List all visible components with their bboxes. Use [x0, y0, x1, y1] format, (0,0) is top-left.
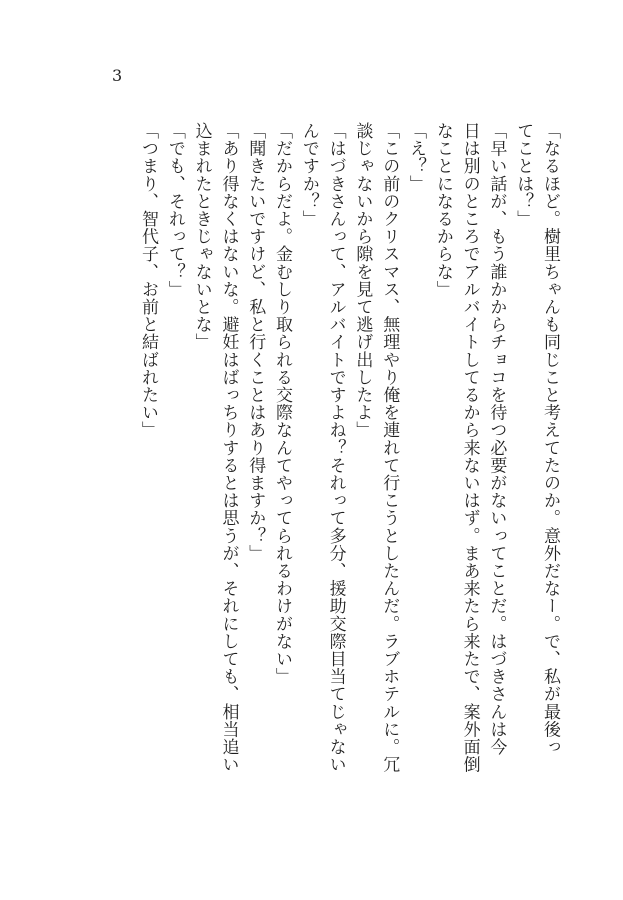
text-line: 日は別のところでアルバイトしてるから来ないはず。まあ来たら来たで、案外面倒 — [459, 122, 480, 774]
text-line: 「つまり、智代子、お前と結ばれたい」 — [138, 122, 159, 439]
page-number: 3 — [112, 66, 123, 85]
vertical-text-body — [134, 122, 563, 774]
text-line: てことは？」 — [513, 122, 534, 228]
text-line: 「なるほど。樹里ちゃんも同じこと考えてたのか。意外だなー。で、私が最後っ — [540, 122, 560, 756]
text-line: 込まれたときじゃないとな」 — [191, 122, 212, 351]
text-line: 「はづきさんって、アルバイトですよね？それって多分、援助交際目当てじゃない — [325, 122, 346, 774]
text-line: なことになるからな」 — [432, 122, 453, 298]
text-line: んですか？」 — [298, 122, 319, 228]
text-line: 「だからだよ。金むしり取られる交際なんてやってられるわけがない」 — [272, 122, 293, 686]
text-line: 談じゃないから隙を見て逃げ出したよ」 — [352, 122, 373, 439]
text-line: 「この前のクリスマス、無理やり俺を連れて行こうとしたんだ。ラブホテルに。冗 — [379, 122, 400, 774]
text-line: 「え？」 — [406, 122, 427, 193]
text-line: 「早い話が、もう誰かからチョコを待つ必要がないってことだ。はづきさんは今 — [486, 122, 507, 756]
text-line: 「あり得なくはないな。避妊はばっちりするとは思うが、それにしても、相当追い — [218, 122, 239, 774]
text-line: 「でも、それって？」 — [164, 122, 185, 298]
text-line: 「聞きたいですけど、私と行くことはあり得ますか？」 — [245, 122, 266, 562]
